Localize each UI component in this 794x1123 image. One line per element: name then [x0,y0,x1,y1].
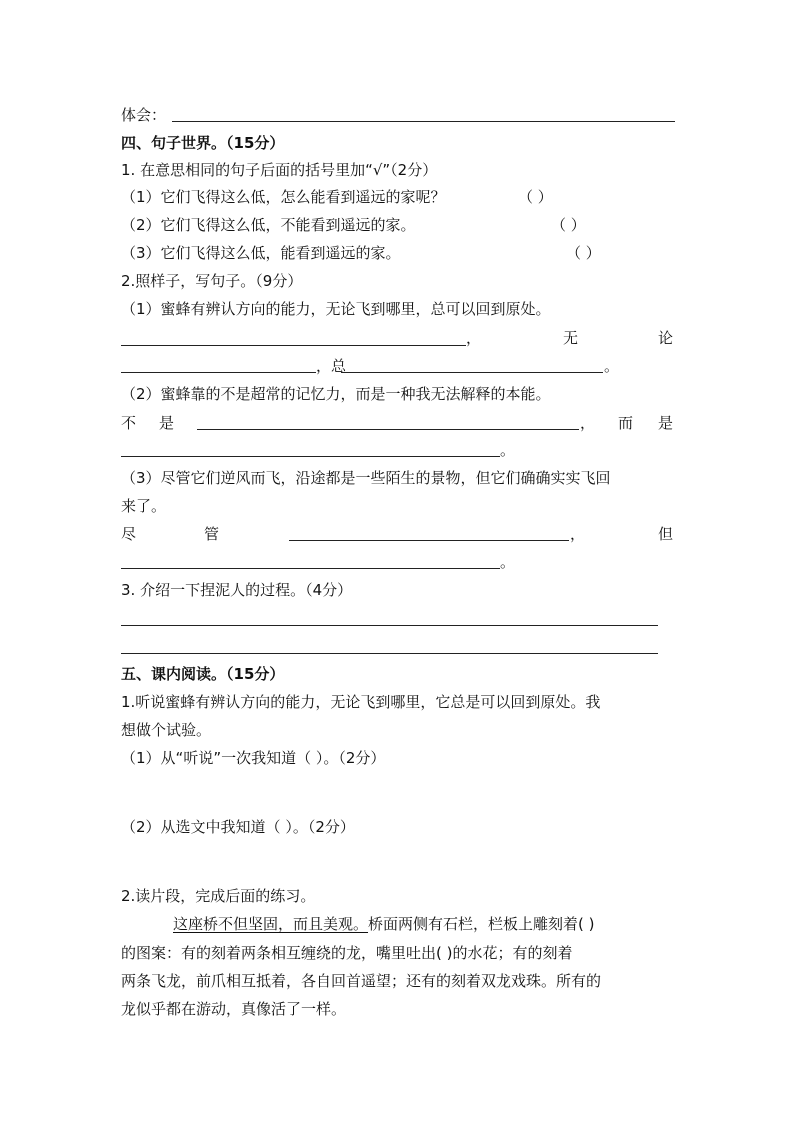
passage-line-2: 的图案：有的刻着两条相互缠绕的龙，嘴里吐出( )的水花；有的刻着 [121,944,573,962]
q1-item-3: （3）它们飞得这么低，能看到遥远的家。 [121,244,401,262]
q3-answer-line-1[interactable] [121,625,658,626]
ex1-answer-line-2[interactable] [121,372,316,373]
ex2-word-shi2: 是 [658,414,674,432]
ex1-answer-line-3[interactable] [341,372,603,373]
ex2-word-bu: 不 [121,414,137,432]
q1-paren-1[interactable]: （ ） [518,188,553,206]
ex3-answer-line-1[interactable] [289,540,569,541]
ex1-zong: ，总 [316,357,347,375]
q2-example-3-line1: （3）尽管它们逆风而飞，沿途都是一些陌生的景物，但它们确确实实飞回 [121,469,611,487]
q1-paren-2[interactable]: （ ） [551,216,586,234]
ex3-word-dan: 但 [658,525,674,543]
s5-q1-sub2[interactable]: （2）从选文中我知道（ ）。（2分） [121,818,355,836]
s5-q1-sub1[interactable]: （1）从“听说”一次我知道（ ）。（2分） [121,749,386,767]
passage-underlined-sentence: 这座桥不但坚固，而且美观。 [173,915,369,933]
q2-example-3-line2: 来了。 [121,497,167,515]
q3-answer-line-2[interactable] [121,653,658,654]
section-4-heading: 四、句子世界。（15分） [121,134,285,152]
tihui-answer-line[interactable] [172,121,675,122]
q1-prompt: 1. 在意思相同的句子后面的括号里加“√”（2分） [121,161,438,179]
passage-line-1-rest: 桥面两侧有石栏，栏板上雕刻着( ) [368,915,595,933]
ex1-word-lun: 论 [658,329,674,347]
passage-line-1 [173,914,595,934]
q1-item-1: （1）它们飞得这么低，怎么能看到遥远的家呢？ [121,188,446,206]
ex3-word-guan: 管 [204,525,220,543]
tihui-label: 体会： [121,106,167,124]
ex2-word-er: 而 [618,414,634,432]
ex1-period: 。 [604,357,620,375]
ex2-answer-line-1[interactable] [197,429,579,430]
ex2-word-shi: 是 [159,414,175,432]
q2-example-2: （2）蜜蜂靠的不是超常的记忆力，而是一种我无法解释的本能。 [121,385,551,403]
q3-prompt: 3. 介绍一下捏泥人的过程。（4分） [121,581,353,599]
s5-q1-line2: 想做个试验。 [121,721,212,739]
ex3-period: 。 [500,553,516,571]
q1-item-2: （2）它们飞得这么低，不能看到遥远的家。 [121,216,416,234]
ex2-period: 。 [500,441,516,459]
s5-q2-prompt: 2.读片段，完成后面的练习。 [121,887,316,905]
q2-prompt: 2.照样子，写句子。（9分） [121,272,303,290]
q2-example-1: （1）蜜蜂有辨认方向的能力，无论飞到哪里，总可以回到原处。 [121,300,551,318]
ex1-answer-line-1[interactable] [121,345,466,346]
passage-line-4: 龙似乎都在游动，真像活了一样。 [121,1000,347,1018]
ex3-answer-line-2[interactable] [121,568,500,569]
q1-paren-3[interactable]: （ ） [566,244,601,262]
passage-line-3: 两条飞龙，前爪相互抵着，各自回首遥望；还有的刻着双龙戏珠。所有的 [121,972,602,990]
ex3-word-jin: 尽 [121,525,137,543]
section-5-heading: 五、课内阅读。（15分） [121,665,285,683]
ex2-comma: ， [580,414,596,432]
ex1-word-wu: 无 [563,329,579,347]
ex3-comma: ， [570,525,586,543]
ex1-comma: ， [466,329,482,347]
ex2-answer-line-2[interactable] [121,456,500,457]
s5-q1-line1: 1.听说蜜蜂有辨认方向的能力，无论飞到哪里，它总是可以回到原处。我 [121,693,601,711]
